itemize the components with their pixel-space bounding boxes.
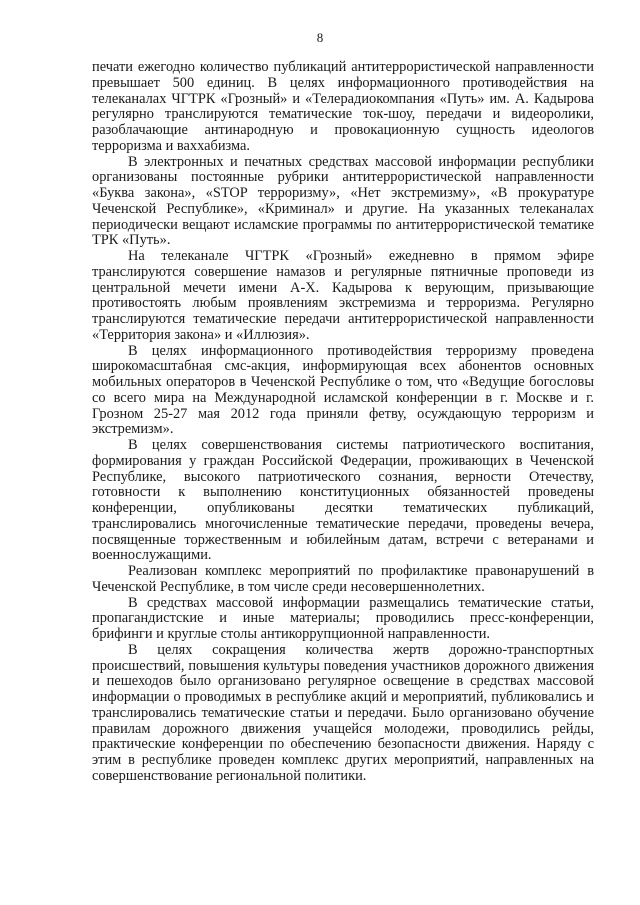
paragraph-tv-broadcasts: На телеканале ЧГТРК «Грозный» ежедневно в прямом эфире транслируются совершение намазов и регулярные пятничные проповеди из центральной мечети имени А-Х. Кадырова к верующим, призывающие противостоять любым проявлениям экстремизма и терроризма. Регулярно транслируются тематические передачи антитеррористической направленности «Территория закона» и «Иллюзия». (92, 248, 594, 343)
document-body (92, 60, 594, 785)
paragraph-media-rubrics: В электронных и печатных средствах массовой информации республики организованы постоянные рубрики антитеррористической направленности «Буква закона», «STOP терроризму», «Нет экстремизму», «В прокуратуре Чеченской Республике», «Криминал» и другие. На указанных телеканалах периодически вещают исламские программы по антитеррористической тематике ТРК «Путь». (92, 153, 594, 249)
paragraph-media-publications: печати ежегодно количество публикаций антитеррористической направленности превышает 500 единиц. В целях информационного противодействия на телеканалах ЧГТРК «Грозный» и «Телерадиокомпания «Путь» им. А. Кадырова регулярно транслируются тематические ток-шоу, передачи и видеоролики, разоблачающие антинародную и провокационную сущность идеологов терроризма и ваххабизма. (92, 59, 594, 154)
paragraph-sms-campaign: В целях информационного противодействия терроризму проведена широкомасштабная смс-акция, информирующая всех абонентов основных мобильных операторов в Чеченской Республике о том, что «Ведущие богословы со всего мира на Международной исламской конференции в г. Москве и г. Грозном 25-27 мая 2012 года приняли фетву, осуждающую терроризм и экстремизм». (92, 342, 594, 438)
paragraph-patriotic-education: В целях совершенствования системы патриотического воспитания, формирования у граждан Российской Федерации, проживающих в Чеченской Республике, высокого патриотического сознания, верности Отечеству, готовности к выполнению конституционных обязанностей проведены конференции, опубликованы десятки тематических публикаций, транслировались многочисленные тематические передачи, проведены вечера, посвященные торжественным и юбилейным датам, встречи с ветеранами и военнослужащими. (92, 437, 594, 564)
page-number: 8 (316, 30, 324, 45)
paragraph-crime-prevention: Реализован комплекс мероприятий по профилактике правонарушений в Чеченской Республике, в том числе среди несовершеннолетних. (92, 563, 594, 595)
paragraph-anticorruption: В средствах массовой информации размещались тематические статьи, пропагандистские и иные материалы; проводились пресс-конференции, брифинги и круглые столы антикоррупционной направленности. (92, 594, 594, 642)
paragraph-road-safety: В целях сокращения количества жертв дорожно-транспортных происшествий, повышения культуры поведения участников дорожного движения и пешеходов было организовано регулярное освещение в средствах массовой информации о проводимых в республике акций и мероприятий, публиковались и транслировались тематические статьи и передачи. Было организовано обучение правилам дорожного движения учащейся молодежи, проводились рейды, практические конференции по обеспечению безопасности движения. Наряду с этим в республике проведен комплекс других мероприятий, направленных на совершенствование региональной политики. (92, 641, 594, 784)
